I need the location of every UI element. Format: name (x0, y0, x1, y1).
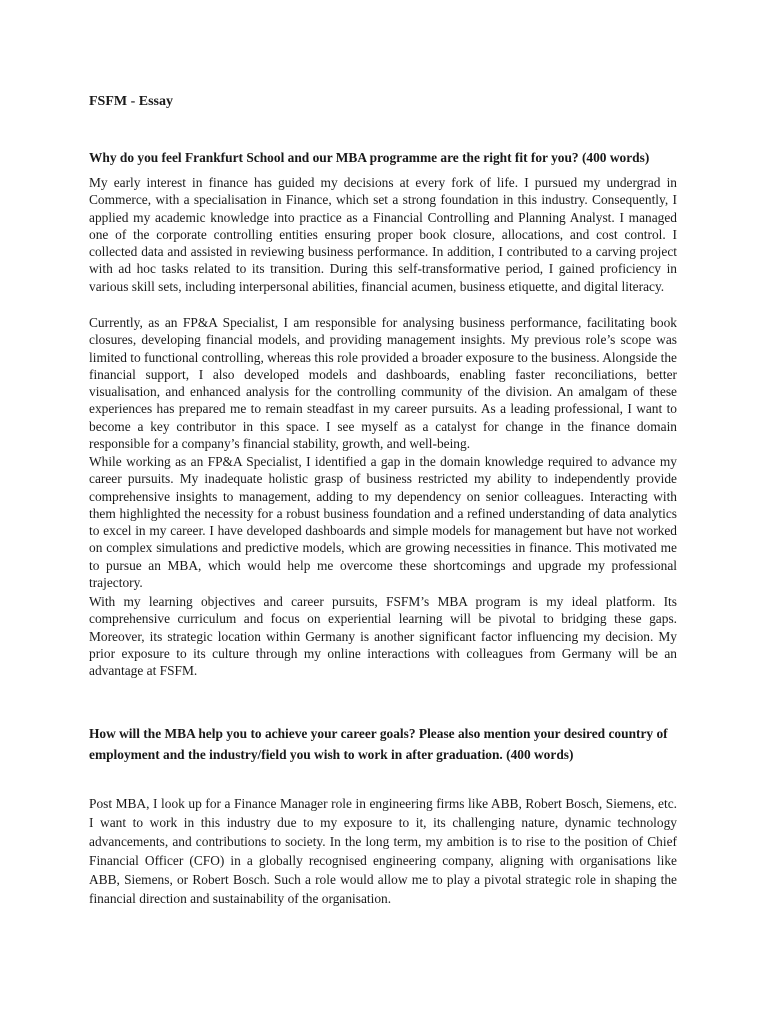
answer-1-paragraph-2: Currently, as an FP&A Specialist, I am responsible for analysing business performance, facilitating book closures, developing financial models, and providing management insights. My previous role’s scope was limited to functional controlling, whereas this role provided a broader exposure to the business. Alongside the financial support, I also developed models and dashboards, enabling faster reconciliations, better visualisation, and enhanced analysis for the controlling community of the division. An amalgam of these experiences has prepared me to remain steadfast in my career pursuits. As a leading professional, I want to become a key contributor in this space. I see myself as a catalyst for change in the finance domain responsible for a company’s financial stability, growth, and well-being. (89, 315, 677, 452)
question-2-heading: How will the MBA help you to achieve your career goals? Please also mention your desired country of employment and the industry/field you wish to work in after graduation. (400 words) (89, 726, 668, 762)
answer-2-paragraph-1: Post MBA, I look up for a Finance Manager role in engineering firms like ABB, Robert Bosch, Siemens, etc. I want to work in this industry due to my exposure to it, its challenging nature, dynamic technology advancements, and contributions to society. In the long term, my ambition is to rise to the position of Chief Financial Officer (CFO) in a globally recognised engineering company, aligning with organisations like ABB, Siemens, or Robert Bosch. Such a role would allow me to play a pivotal strategic role in shaping the financial direction and sustainability of the organisation. (89, 796, 677, 906)
answer-1-paragraph-4: With my learning objectives and career pursuits, FSFM’s MBA program is my ideal platform. Its comprehensive curriculum and focus on experiential learning will be pivotal to bridging these gaps. Moreover, its strategic location within Germany is another significant factor influencing my decision. My prior exposure to its culture through my online interactions with colleagues from Germany will be an advantage at FSFM. (89, 594, 677, 679)
answer-1-paragraph-3: While working as an FP&A Specialist, I identified a gap in the domain knowledge required to advance my career pursuits. My inadequate holistic grasp of business restricted my ability to independently provide comprehensive insights to management, adding to my dependency on senior colleagues. Interacting with them highlighted the necessity for a robust business foundation and a refined understanding of data analytics to excel in my career. I have developed dashboards and simple models for management but have not worked on complex simulations and predictive models, which are growing necessities in finance. This motivated me to pursue an MBA, which would help me overcome these shortcomings and upgrade my professional trajectory. (89, 454, 677, 591)
question-1-heading: Why do you feel Frankfurt School and our MBA programme are the right fit for you? (400 words) (89, 150, 650, 165)
document-title: FSFM - Essay (89, 94, 173, 109)
answer-1-paragraph-1: My early interest in finance has guided my decisions at every fork of life. I pursued my undergrad in Commerce, with a specialisation in Finance, which set a strong foundation in this industry. Consequently, I applied my academic knowledge into practice as a Financial Controlling and Planning Analyst. I managed one of the corporate controlling entities ensuring proper book closure, allocations, and cost control. I collected data and assisted in reviewing business performance. In addition, I contributed to a carving project with ad hoc tasks related to its transition. During this self-transformative period, I gained proficiency in various skill sets, including interpersonal abilities, financial acumen, business etiquette, and digital literacy. (89, 175, 677, 294)
